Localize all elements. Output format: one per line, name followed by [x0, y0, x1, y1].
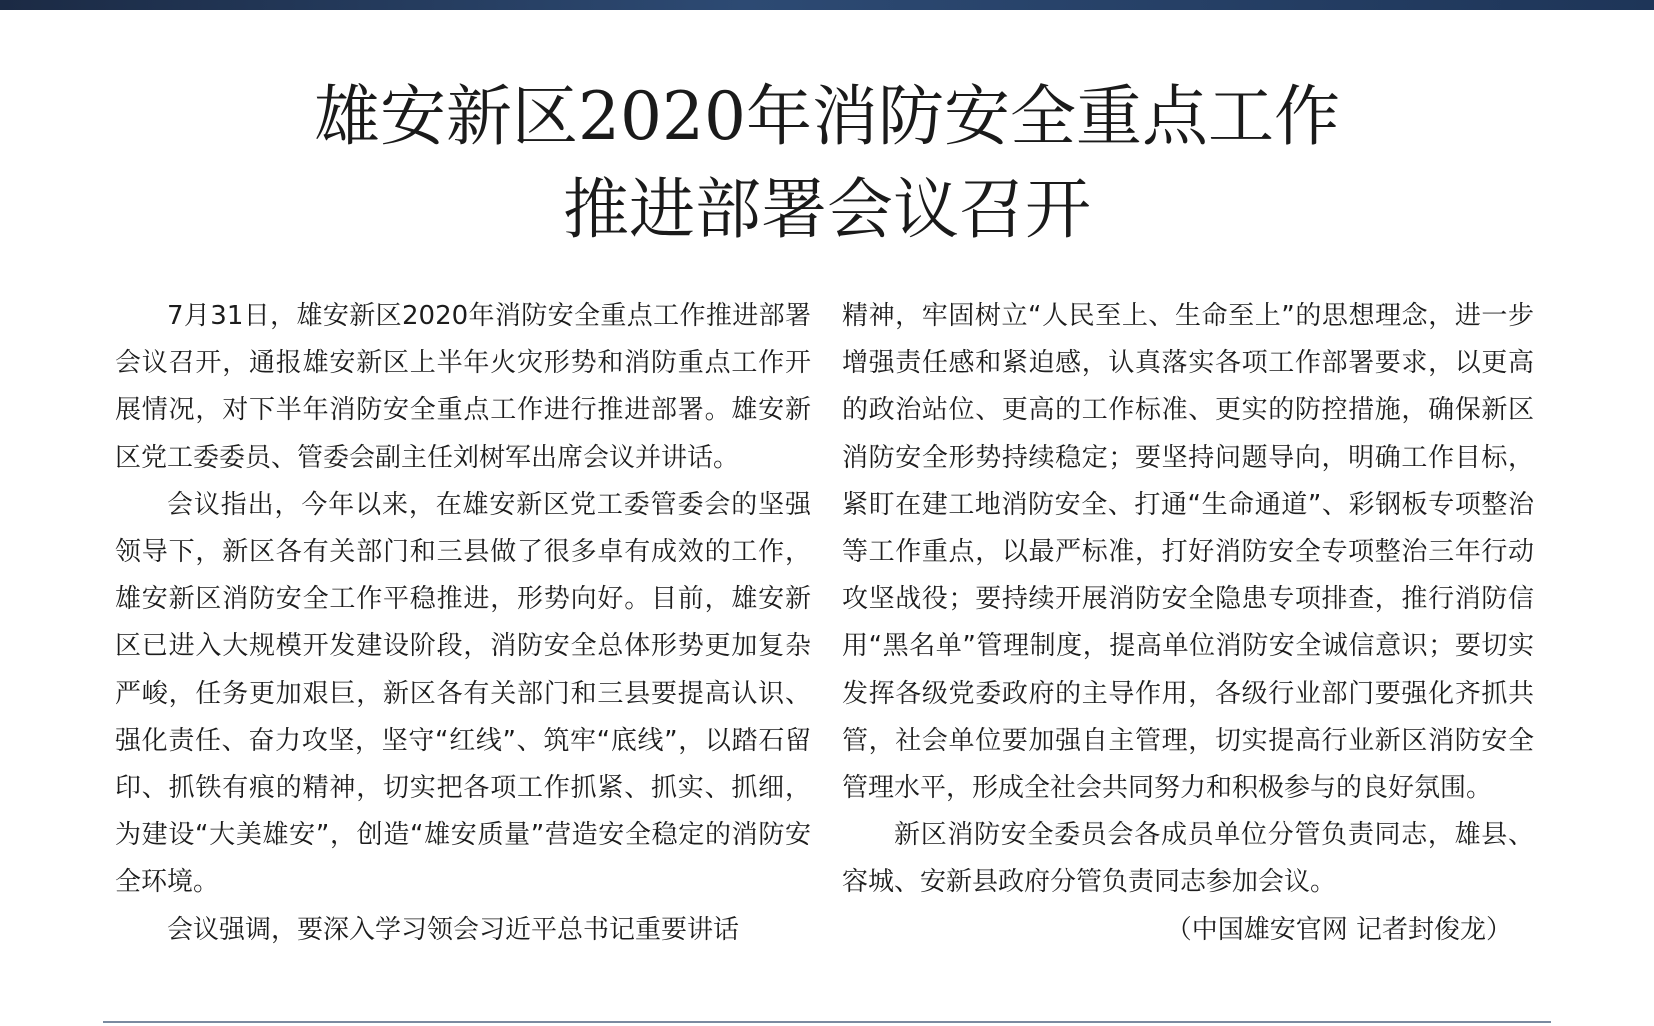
paragraph-2: 会议指出，今年以来，在雄安新区党工委管委会的坚强领导下，新区各有关部门和三县做了很多卓有成效的工作，雄安新区消防安全工作平稳推进，形势向好。目前，雄安新区已进入大规模开发建设阶段，消防安全总体形势更加复杂严峻，任务更加艰巨，新区各有关部门和三县要提高认识、强化责任、奋力攻坚，坚守“红线”、筑牢“底线”，以踏石留印、抓铁有痕的精神，切实把各项工作抓紧、抓实、抓细，为建设“大美雄安”，创造“雄安质量”营造安全稳定的消防安全环境。: [115, 489, 811, 898]
paragraph-3-continued: 精神，牢固树立“人民至上、生命至上”的思想理念，进一步增强责任感和紧迫感，认真落实各项工作部署要求，以更高的政治站位、更高的工作标准、更实的防控措施，确保新区消防安全形势持续稳定；要坚持问题导向，明确工作目标，紧盯在建工地消防安全、打通“生命通道”、彩钢板专项整治等工作重点，以最严标准，打好消防安全专项整治三年行动攻坚战役；要持续开展消防安全隐患专项排查，推行消防信用“黑名单”管理制度，提高单位消防安全诚信意识；要切实发挥各级党委政府的主导作用，各级行业部门要强化齐抓共管，社会单位要加强自主管理，切实提高行业新区消防安全管理水平，形成全社会共同努力和积极参与的良好氛围。: [842, 301, 1534, 804]
paragraph-1: 7月31日，雄安新区2020年消防安全重点工作推进部署会议召开，通报雄安新区上半年火灾形势和消防重点工作开展情况，对下半年消防安全重点工作进行推进部署。雄安新区党工委委员、管委会副主任刘树军出席会议并讲话。: [115, 301, 811, 473]
headline-line-1: 雄安新区2020年消防安全重点工作: [314, 78, 1340, 155]
paragraph-4: 新区消防安全委员会各成员单位分管负责同志，雄县、容城、安新县政府分管负责同志参加会议。: [842, 820, 1534, 898]
headline-line-2: 推进部署会议召开: [563, 171, 1091, 248]
bottom-divider: [103, 1021, 1551, 1023]
article-column-right: [842, 293, 1534, 954]
article-byline: （中国雄安官网 记者封俊龙）: [1165, 914, 1512, 945]
paragraph-3-start: 会议强调，要深入学习领会习近平总书记重要讲话: [167, 914, 740, 945]
article-column-left: [115, 293, 811, 954]
top-decorative-band: [0, 0, 1654, 10]
article-headline: [0, 70, 1654, 256]
